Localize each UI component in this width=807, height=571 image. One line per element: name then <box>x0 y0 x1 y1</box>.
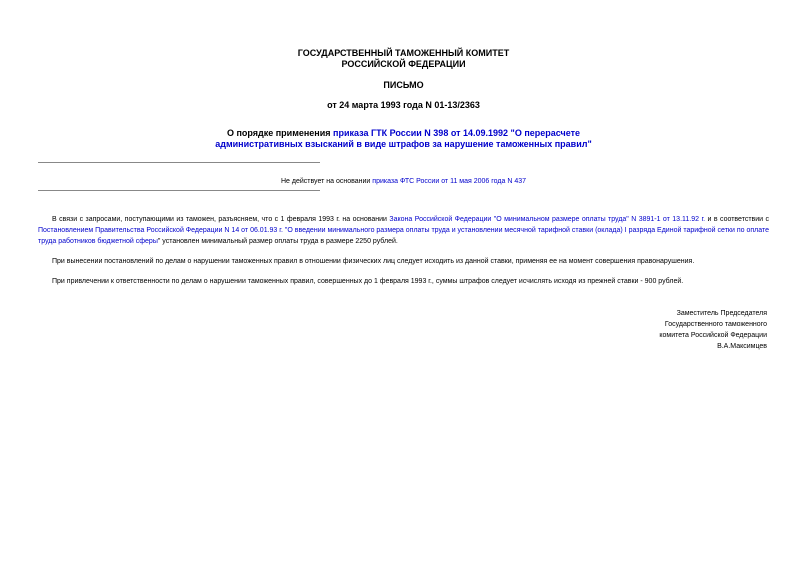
org-line-2: РОССИЙСКОЙ ФЕДЕРАЦИИ <box>341 59 466 69</box>
issuing-organization <box>0 48 807 70</box>
body-paragraph-3: При привлечении к ответственности по делам о нарушении таможенных правил, совершенных до 1 февраля 1993 г., суммы штрафов следует исчислять исходя из прежней ставки - 900 рублей. <box>52 278 684 285</box>
subject-line-1 <box>0 128 807 139</box>
body-paragraph-2: При вынесении постановлений по делам о нарушении таможенных правил в отношении физических лиц следует исходить из данной ставки, применяя ее на момент совершения правонарушения. <box>52 258 695 265</box>
document-status-note <box>0 177 807 186</box>
signatory-name: В.А.Максимцев <box>717 343 767 350</box>
signature-block <box>659 308 767 352</box>
government-resolution-link[interactable]: Постановлением Правительства Российской Федерации N 14 от 06.01.93 г. "О введении минимального размера оплаты труда и установлении месячной тарифной ставки (оклада) I разряда Единой тарифной сетки по оплате труда работников бюджетной сферы <box>38 227 769 245</box>
subject-order-link[interactable]: приказа ГТК России N 398 от 14.09.1992 "О перерасчете <box>333 128 581 138</box>
org-line-1: ГОСУДАРСТВЕННЫЙ ТАМОЖЕННЫЙ КОМИТЕТ <box>297 48 510 58</box>
minimum-wage-law-link[interactable]: Закона Российской Федерации "О минимальном размере оплаты труда" N 3891-1 от 13.11.92 г. <box>389 216 706 223</box>
p1-text-3: " установлен минимальный размер оплаты труда в размере 2250 рублей. <box>157 238 398 245</box>
signature-line-2: Государственного таможенного <box>664 321 767 328</box>
status-order-link[interactable]: приказа ФТС России от 11 мая 2006 года N 437 <box>372 178 526 185</box>
subject-line-2 <box>0 139 807 150</box>
document-date-number: от 24 марта 1993 года N 01-13/2363 <box>327 100 480 110</box>
p1-text-1: В связи с запросами, поступающими из таможен, разъясняем, что с 1 февраля 1993 г. на основании <box>52 216 390 223</box>
signature-line-3: комитета Российской Федерации <box>659 332 767 339</box>
subject-order-link-continued[interactable]: административных взысканий в виде штрафов за нарушение таможенных правил" <box>215 139 592 149</box>
subject-prefix: О порядке применения <box>226 128 334 138</box>
divider-bottom <box>38 190 320 191</box>
p1-text-2: и в соответствии с <box>705 216 770 223</box>
document-type: ПИСЬМО <box>383 80 424 90</box>
signature-line-1: Заместитель Председателя <box>676 310 767 317</box>
body-paragraph-1 <box>38 214 769 247</box>
status-prefix: Не действует на основании <box>280 178 373 185</box>
document-subject <box>0 128 807 150</box>
divider-top <box>38 162 320 163</box>
